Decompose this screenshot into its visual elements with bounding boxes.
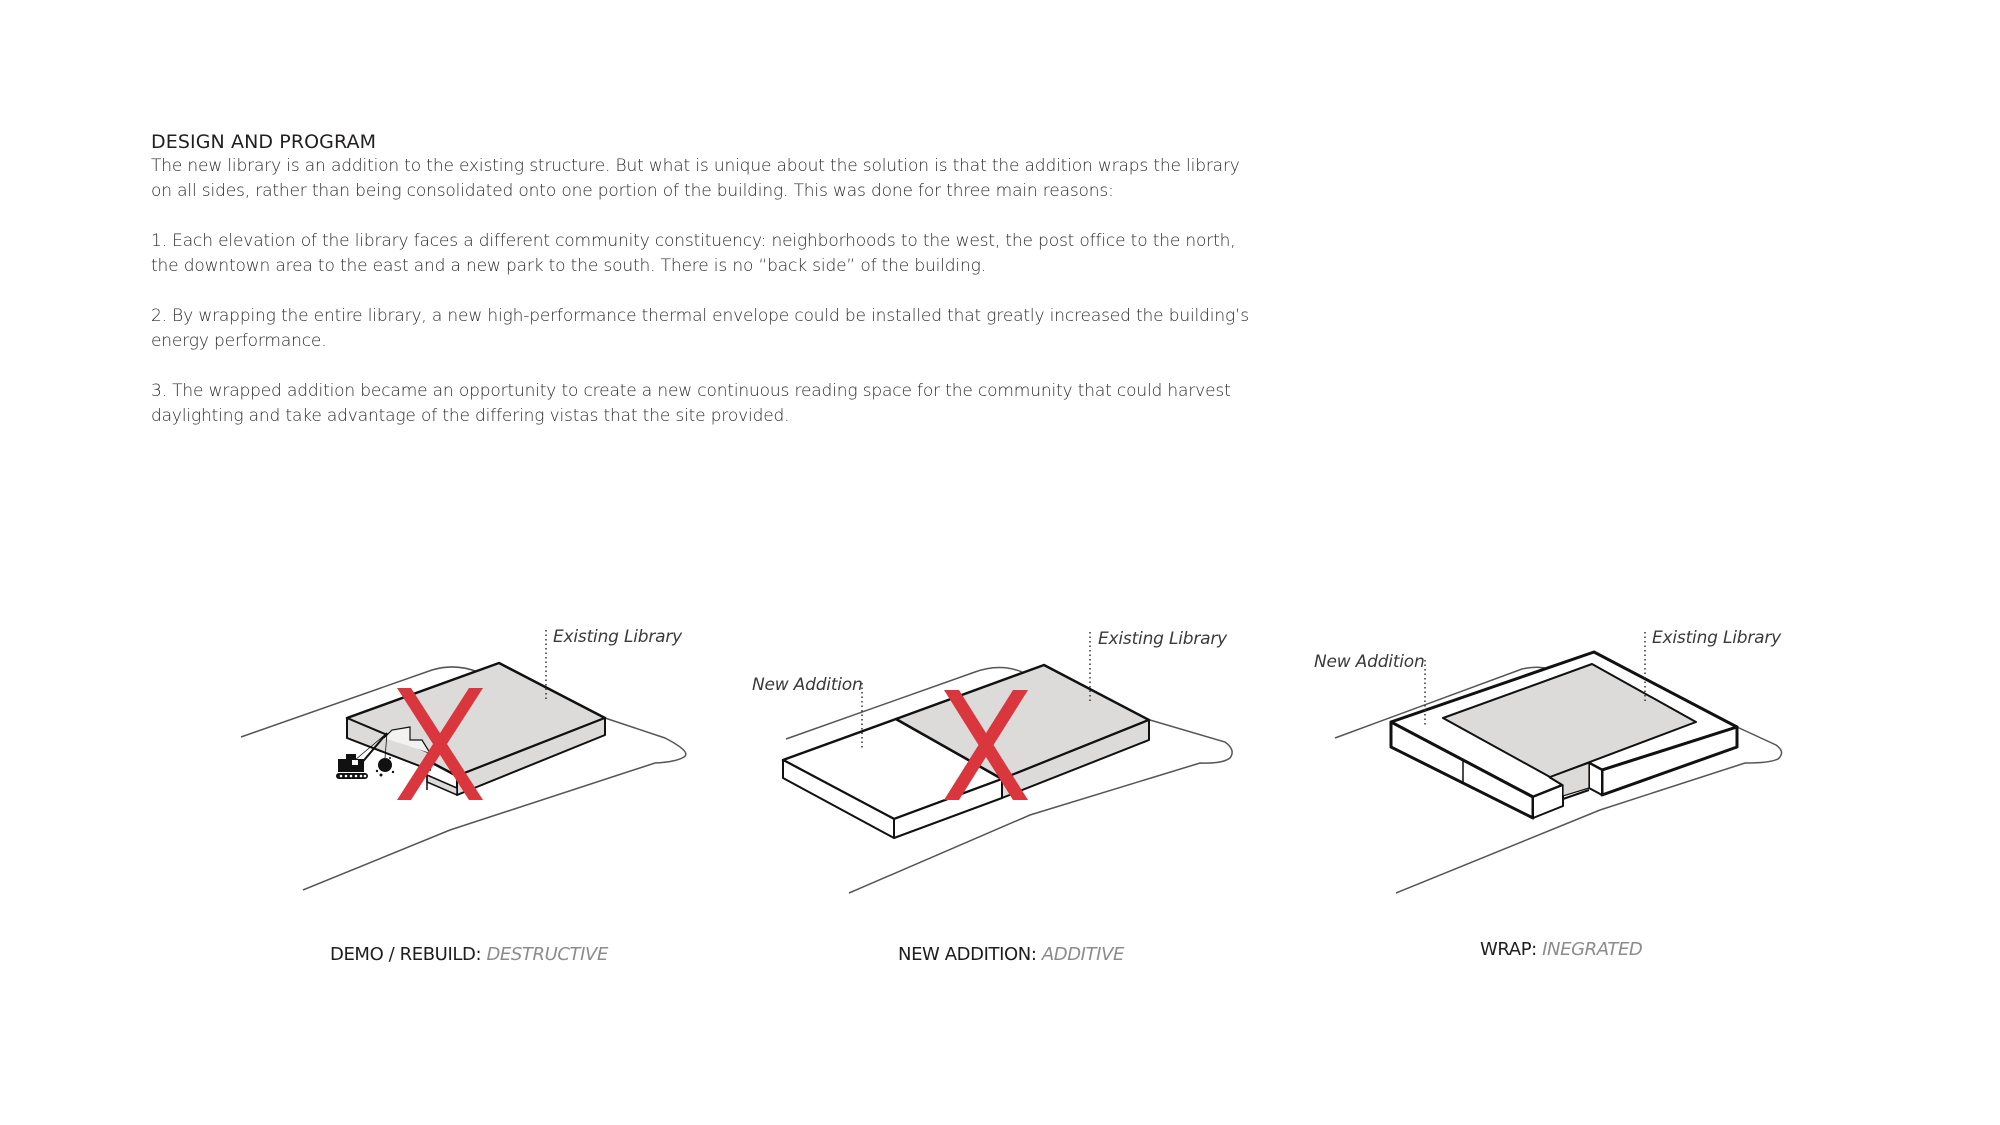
existing-library-massing xyxy=(347,663,605,795)
new-addition-label: New Addition xyxy=(752,675,863,695)
diagram-demo-rebuild xyxy=(241,627,686,890)
intro-paragraph-line: on all sides, rather than being consolidated onto one portion of the building. This was done for three main reasons: xyxy=(151,181,1114,201)
caption-key: DEMO / REBUILD: xyxy=(330,944,482,965)
existing-library-label: Existing Library xyxy=(553,627,682,647)
intro-paragraph-line: The new library is an addition to the existing structure. But what is unique about the solution is that the addition wraps the library xyxy=(151,156,1240,176)
caption-demo-rebuild xyxy=(330,944,608,965)
diagram-new-addition xyxy=(752,629,1232,893)
diagram-wrap xyxy=(1314,628,1782,893)
caption-value: DESTRUCTIVE xyxy=(486,944,608,965)
reason-2-line: 2. By wrapping the entire library, a new high-performance thermal envelope could be installed that greatly increased the building’s xyxy=(151,306,1249,326)
caption-key: NEW ADDITION: xyxy=(898,944,1037,965)
reason-3-line: daylighting and take advantage of the differing vistas that the site provided. xyxy=(151,406,790,426)
caption-key: WRAP: xyxy=(1480,939,1537,960)
section-title: DESIGN AND PROGRAM xyxy=(151,131,377,153)
caption-value: INEGRATED xyxy=(1542,939,1643,960)
existing-library-label: Existing Library xyxy=(1098,629,1227,649)
existing-library-label: Existing Library xyxy=(1652,628,1781,648)
new-addition-label: New Addition xyxy=(1314,652,1425,672)
reason-1-line: the downtown area to the east and a new park to the south. There is no “back side” of the building. xyxy=(151,256,986,276)
wrecking-ball-icon xyxy=(376,757,394,777)
caption-value: ADDITIVE xyxy=(1041,944,1124,965)
caption-new-addition xyxy=(898,944,1124,965)
reason-3-line: 3. The wrapped addition became an opportunity to create a new continuous reading space for the community that could harvest xyxy=(151,381,1231,401)
caption-wrap xyxy=(1480,939,1642,960)
reason-1-line: 1. Each elevation of the library faces a different community constituency: neighborhoods to the west, the post office to the north, xyxy=(151,231,1236,251)
reason-2-line: energy performance. xyxy=(151,331,327,351)
